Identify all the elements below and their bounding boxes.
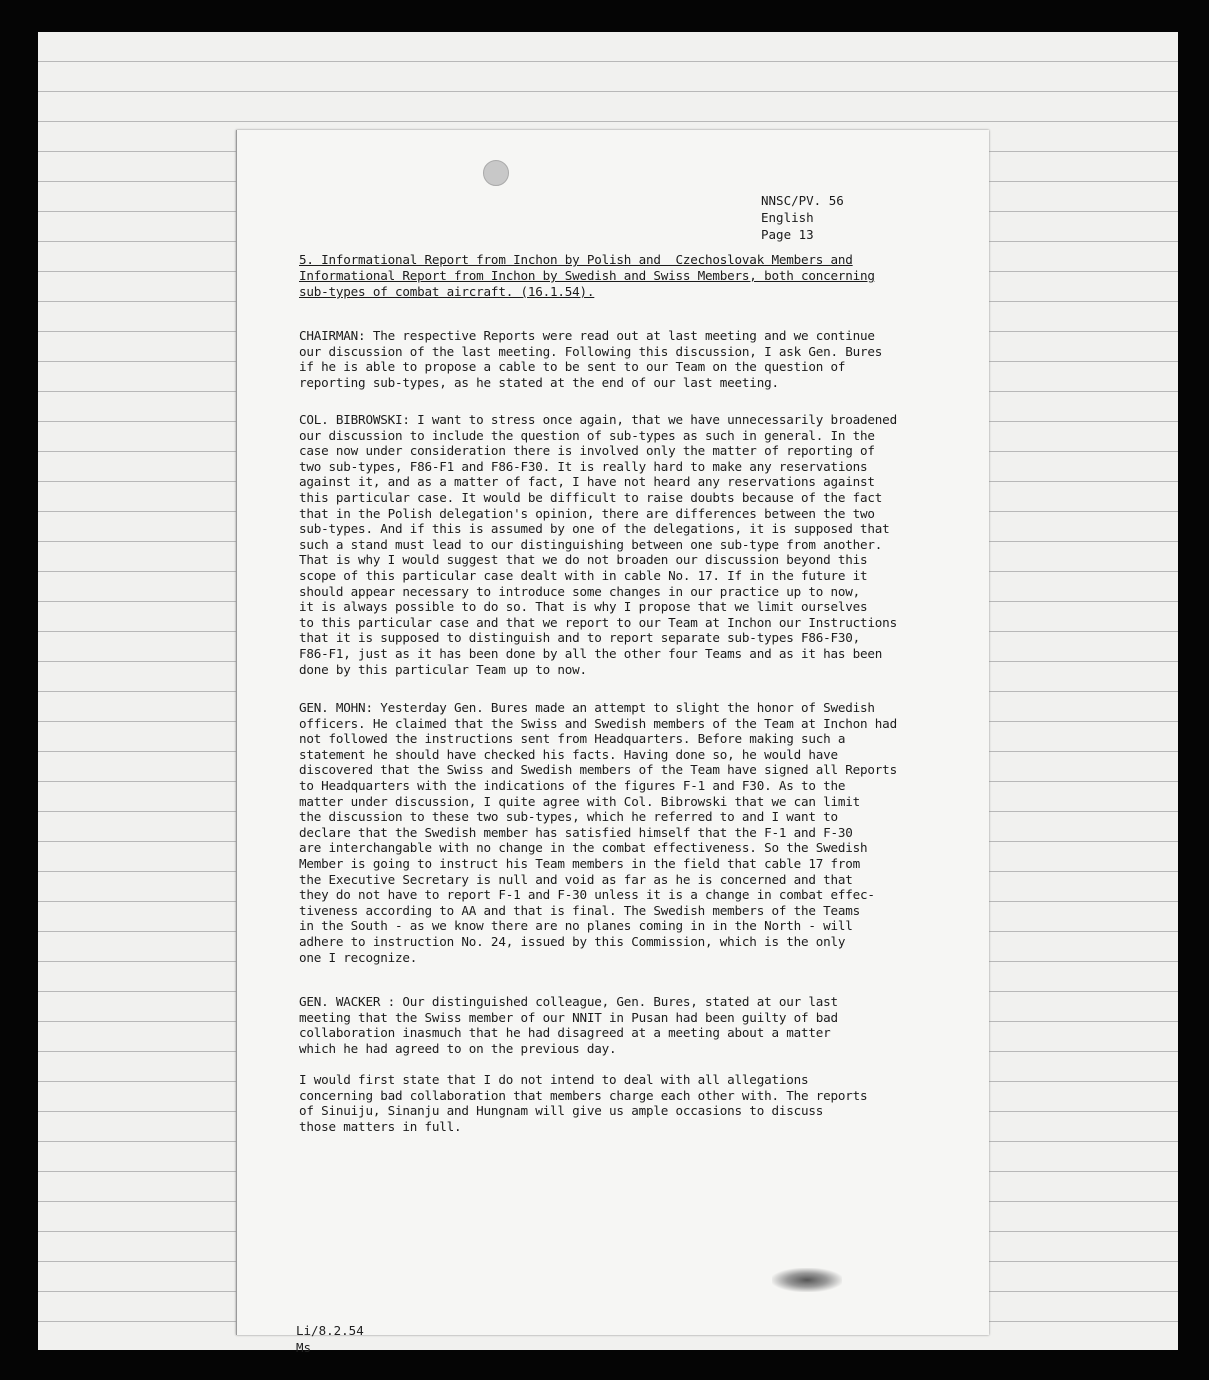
text-line: not followed the instructions sent from Headquarters. Before making such a xyxy=(299,731,846,747)
heading-line: 5. Informational Report from Inchon by Polish and Czechoslovak Members and xyxy=(299,252,853,267)
text-line: one I recognize. xyxy=(299,949,418,965)
text-line: are interchangable with no change in the combat effectiveness. So the Swedish xyxy=(299,840,868,856)
page-number: Page 13 xyxy=(761,227,814,242)
text-line: case now under consideration there is involved only the matter of reporting of xyxy=(299,443,875,459)
heading-line: sub-types of combat aircraft. (16.1.54). xyxy=(299,284,595,299)
text-line: CHAIRMAN: The respective Reports were read out at last meeting and we continue xyxy=(299,328,875,343)
text-line: declare that the Swedish member has satisfied himself that the F-1 and F-30 xyxy=(299,824,853,840)
text-line: it is always possible to do so. That is why I propose that we limit ourselves xyxy=(299,599,868,615)
text-line: officers. He claimed that the Swiss and Swedish members of the Team at Inchon had xyxy=(299,715,897,731)
text-line: those matters in full. xyxy=(299,1118,462,1134)
text-line: two sub-types, F86-F1 and F86-F30. It is really hard to make any reservations xyxy=(299,458,868,474)
footer-reference: Li/8.2.54 xyxy=(296,1323,364,1338)
section-bibrowski xyxy=(299,412,949,677)
text-line: collaboration inasmuch that he had disagreed at a meeting about a matter xyxy=(299,1025,831,1041)
ink-smudge xyxy=(772,1268,842,1292)
text-line: GEN. MOHN: Yesterday Gen. Bures made an attempt to slight the honor of Swedish xyxy=(299,700,875,715)
text-line: statement he should have checked his facts. Having done so, he would have xyxy=(299,746,838,762)
text-line: which he had agreed to on the previous day. xyxy=(299,1040,617,1056)
text-line: of Sinuiju, Sinanju and Hungnam will give us ample occasions to discuss xyxy=(299,1103,824,1119)
text-line: they do not have to report F-1 and F-30 unless it is a change in combat effec- xyxy=(299,887,875,903)
punch-hole xyxy=(483,160,509,186)
text-line: the Executive Secretary is null and void as far as he is concerned and that xyxy=(299,871,853,887)
text-line: in the South - as we know there are no planes coming in in the North - will xyxy=(299,918,853,934)
text-line: meeting that the Swiss member of our NNIT in Pusan had been guilty of bad xyxy=(299,1009,838,1025)
text-line: that it is supposed to distinguish and to report separate sub-types F86-F30, xyxy=(299,630,861,646)
text-line: concerning bad collaboration that members charge each other with. The reports xyxy=(299,1087,868,1103)
text-line: F86-F1, just as it has been done by all the other four Teams and as it has been xyxy=(299,645,883,661)
text-line: our discussion of the last meeting. Following this discussion, I ask Gen. Bures xyxy=(299,343,883,359)
text-line: sub-types. And if this is assumed by one of the delegations, it is supposed that xyxy=(299,521,890,537)
text-line: COL. BIBROWSKI: I want to stress once again, that we have unnecessarily broadened xyxy=(299,412,897,427)
section-wacker-continued xyxy=(299,1072,949,1134)
section-mohn xyxy=(299,700,949,965)
footer-initials: Ms xyxy=(296,1340,312,1355)
document-footer xyxy=(296,1322,364,1356)
text-line: scope of this particular case dealt with in cable No. 17. If in the future it xyxy=(299,567,868,583)
text-line: That is why I would suggest that we do not broaden our discussion beyond this xyxy=(299,552,868,568)
agenda-item-heading xyxy=(299,252,949,300)
text-line: this particular case. It would be difficult to raise doubts because of the fact xyxy=(299,489,883,505)
text-line: done by this particular Team up to now. xyxy=(299,661,587,677)
text-line: tiveness according to AA and that is final. The Swedish members of the Teams xyxy=(299,902,861,918)
text-line: adhere to instruction No. 24, issued by this Commission, which is the only xyxy=(299,933,846,949)
section-chairman xyxy=(299,328,949,390)
document-header xyxy=(761,192,844,243)
text-line: should appear necessary to introduce some changes in our practice up to now, xyxy=(299,583,861,599)
text-line: reporting sub-types, as he stated at the end of our last meeting. xyxy=(299,374,779,390)
text-line: against it, and as a matter of fact, I have not heard any reservations against xyxy=(299,474,875,490)
text-line: to Headquarters with the indications of the figures F-1 and F30. As to the xyxy=(299,777,846,793)
text-line: that in the Polish delegation's opinion, there are differences between the two xyxy=(299,505,875,521)
text-line: discovered that the Swiss and Swedish members of the Team have signed all Reports xyxy=(299,762,897,778)
text-line: Member is going to instruct his Team members in the field that cable 17 from xyxy=(299,855,861,871)
text-line: GEN. WACKER : Our distinguished colleague, Gen. Bures, stated at our last xyxy=(299,994,838,1009)
document-language: English xyxy=(761,210,814,225)
text-line: matter under discussion, I quite agree with Col. Bibrowski that we can limit xyxy=(299,793,861,809)
text-line: I would first state that I do not intend to deal with all allegations xyxy=(299,1072,809,1087)
text-line: if he is able to propose a cable to be sent to our Team on the question of xyxy=(299,359,846,375)
text-line: our discussion to include the question of sub-types as such in general. In the xyxy=(299,427,875,443)
text-line: such a stand must lead to our distinguishing between one sub-type from another. xyxy=(299,536,883,552)
document-reference: NNSC/PV. 56 xyxy=(761,193,844,208)
section-wacker xyxy=(299,994,949,1056)
text-line: to this particular case and that we report to our Team at Inchon our Instructions xyxy=(299,614,897,630)
heading-line: Informational Report from Inchon by Swedish and Swiss Members, both concerning xyxy=(299,268,875,283)
document-sheet xyxy=(236,130,989,1335)
text-line: the discussion to these two sub-types, which he referred to and I want to xyxy=(299,809,838,825)
